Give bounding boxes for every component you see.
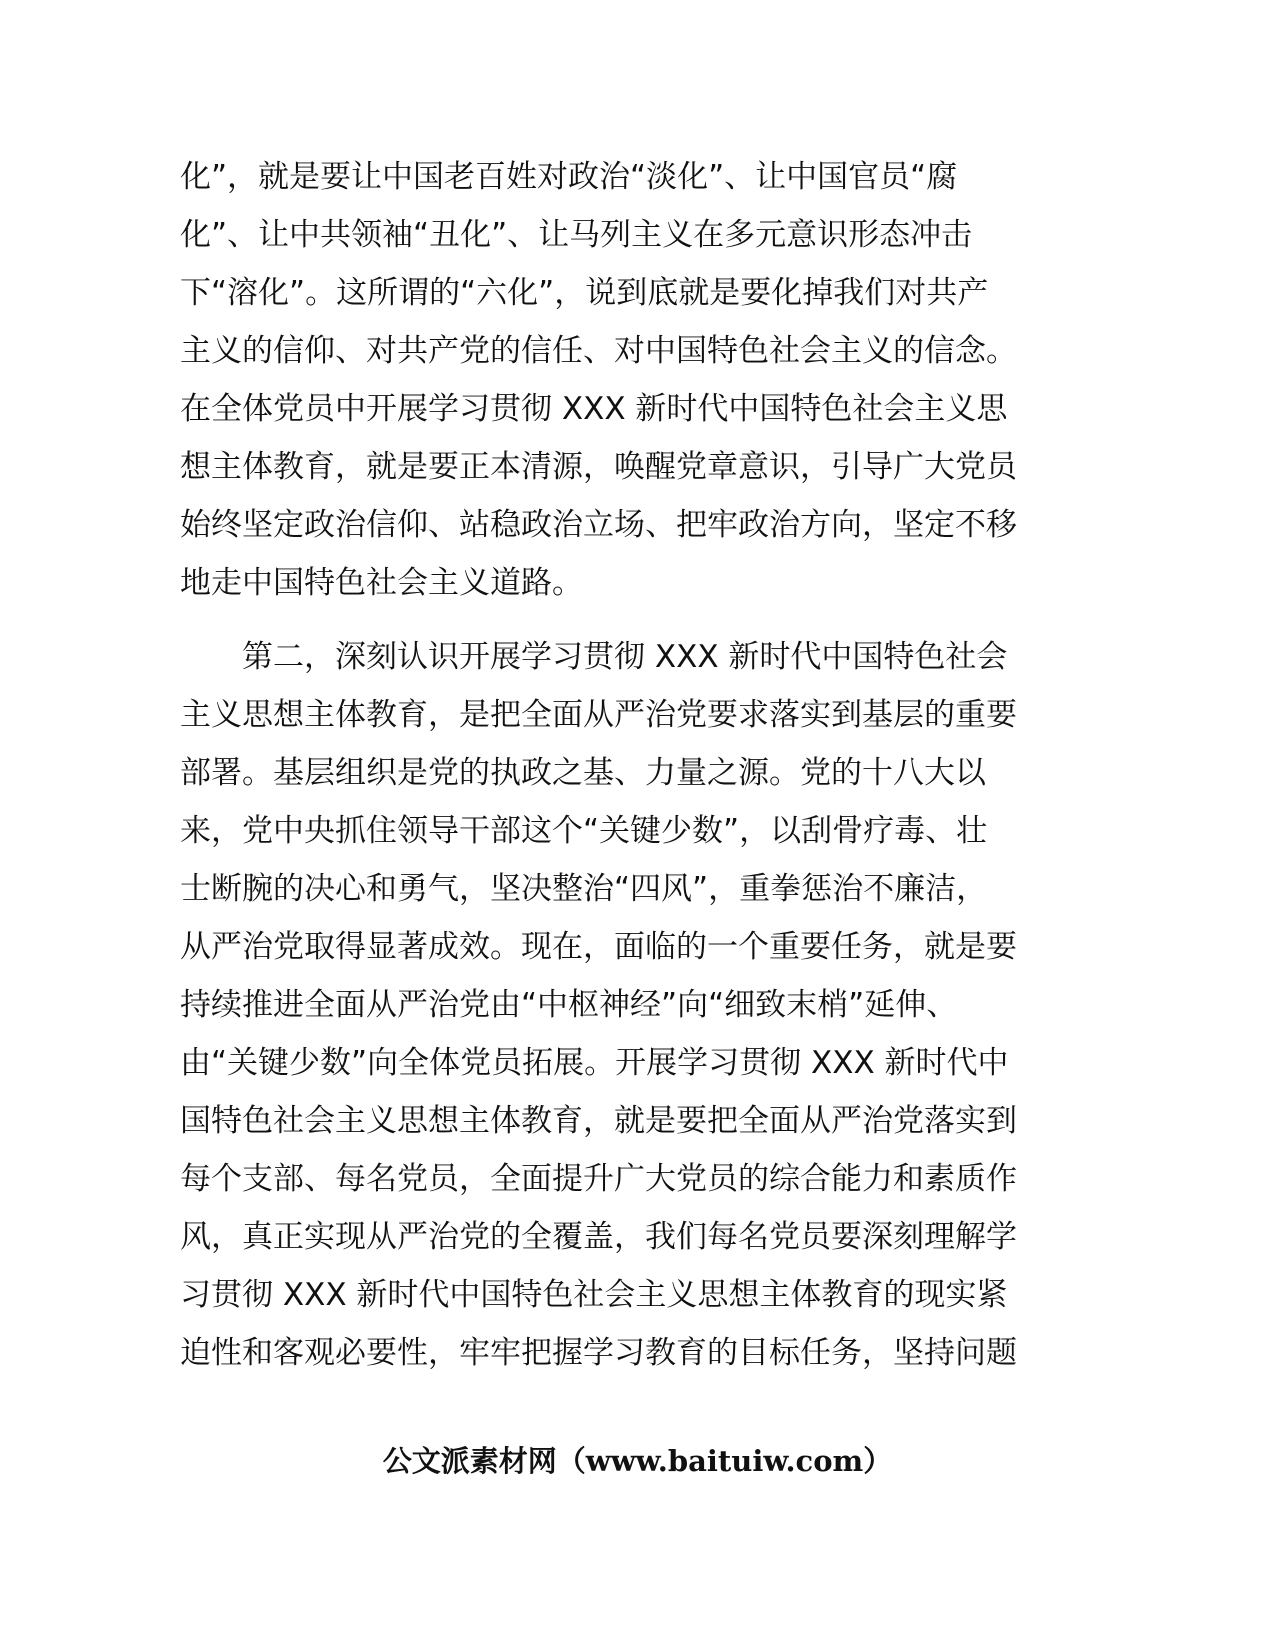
text-line: 持续推进全面从严治党由“中枢神经”向“细致末梢”延伸、 [180,987,958,1023]
text-line: 来，党中央抓住领导干部这个“关键少数”，以刮骨疗毒、壮 [180,813,988,849]
text-line: 想主体教育，就是要正本清源，唤醒党章意识，引导广大党员 [180,449,1017,485]
text-line: 主义的信仰、对共产党的信任、对中国特色社会主义的信念。 [180,333,1017,369]
text-line: 风，真正实现从严治党的全覆盖，我们每名党员要深刻理解学 [180,1219,1017,1255]
paragraph-spacer [180,612,1040,628]
page-footer: 公文派素材网（www.baituiw.com） [382,1444,893,1478]
text-line: 从严治党取得显著成效。现在，面临的一个重要任务，就是要 [180,929,1017,965]
text-line: 第二，深刻认识开展学习贯彻 XXX 新时代中国特色社会 [180,639,1008,675]
document-body [180,148,1040,1382]
text-line: 始终坚定政治信仰、站稳政治立场、把牢政治方向，坚定不移 [180,507,1017,543]
paragraph-2 [180,628,1040,1382]
text-line: 由“关键少数”向全体党员拓展。开展学习贯彻 XXX 新时代中 [180,1045,1009,1081]
text-line: 化”、让中共领袖“丑化”、让马列主义在多元意识形态冲击 [180,217,973,253]
text-line: 迫性和客观必要性，牢牢把握学习教育的目标任务，坚持问题 [180,1335,1017,1371]
text-line: 在全体党员中开展学习贯彻 XXX 新时代中国特色社会主义思 [180,391,1008,427]
text-line: 每个支部、每名党员，全面提升广大党员的综合能力和素质作 [180,1161,1017,1197]
text-line: 士断腕的决心和勇气，坚决整治“四风”，重拳惩治不廉洁， [180,871,988,907]
text-line: 部署。基层组织是党的执政之基、力量之源。党的十八大以 [180,755,986,791]
paragraph-1 [180,148,1040,612]
text-line: 国特色社会主义思想主体教育，就是要把全面从严治党落实到 [180,1103,1017,1139]
text-line: 主义思想主体教育，是把全面从严治党要求落实到基层的重要 [180,697,1017,733]
text-line: 地走中国特色社会主义道路。 [180,565,583,601]
text-line: 化”，就是要让中国老百姓对政治“淡化”、让中国官员“腐 [180,159,958,195]
text-line: 习贯彻 XXX 新时代中国特色社会主义思想主体教育的现实紧 [180,1277,1008,1313]
text-line: 下“溶化”。这所谓的“六化”，说到底就是要化掉我们对共产 [180,275,989,311]
